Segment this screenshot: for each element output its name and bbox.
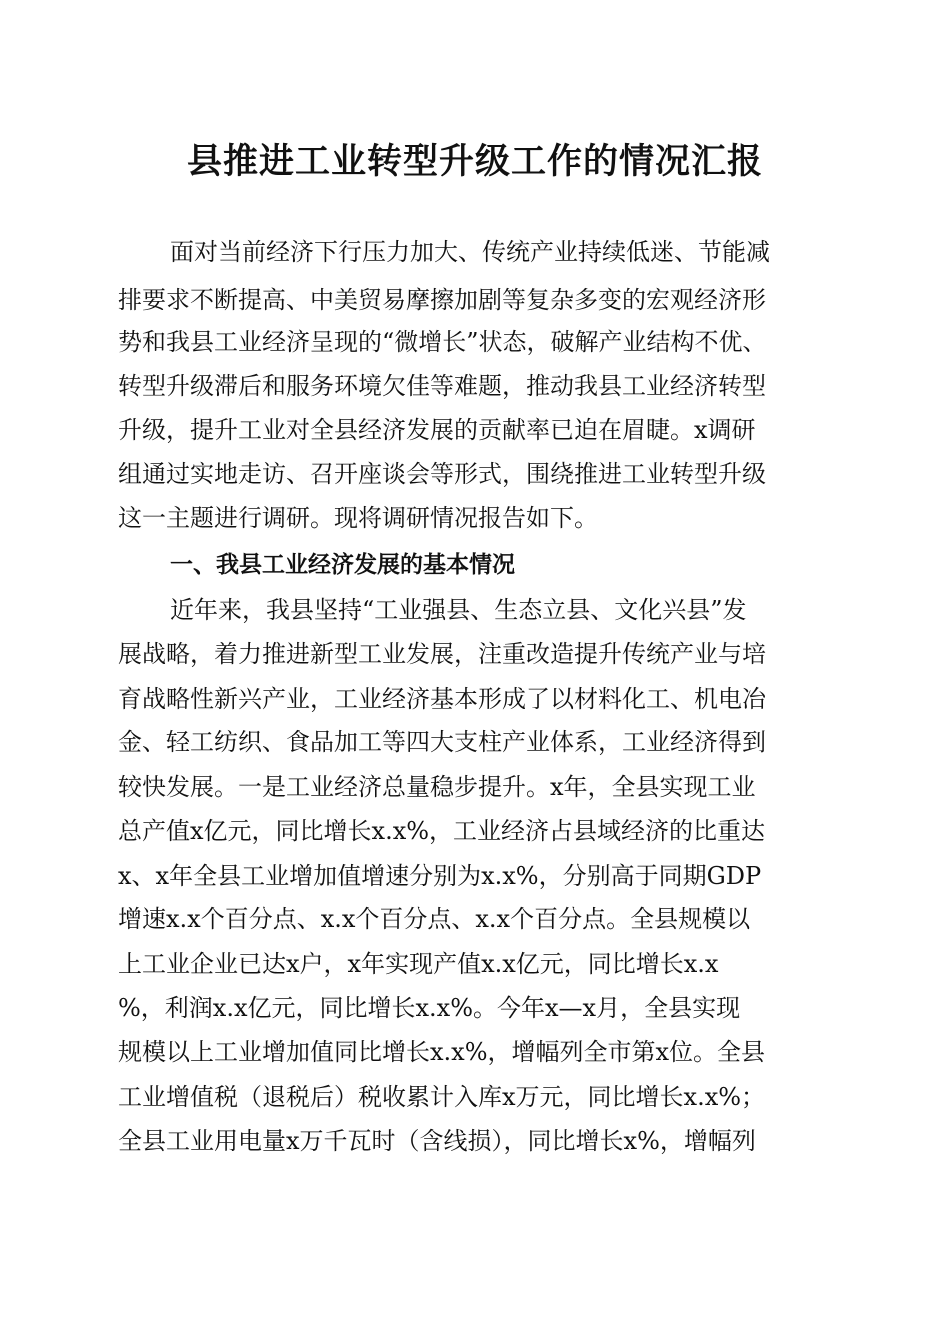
paragraph-2-line: 规模以上工业增加值同比增长x.x%，增幅列全市第x位。全县 (118, 1038, 766, 1066)
paragraph-2-line: 近年来，我县坚持“工业强县、生态立县、文化兴县”发 (170, 596, 747, 624)
paragraph-1-line: 面对当前经济下行压力加大、传统产业持续低迷、节能减 (170, 238, 770, 266)
paragraph-2-line: 工业增值税（退税后）税收累计入库x万元，同比增长x.x%； (118, 1083, 766, 1111)
paragraph-1-line: 升级，提升工业对全县经济发展的贡献率已迫在眉睫。x调研 (118, 416, 756, 444)
paragraph-2-line: 全县工业用电量x万千瓦时（含线损），同比增长x%，增幅列 (118, 1127, 756, 1155)
paragraph-2-line: 育战略性新兴产业，工业经济基本形成了以材料化工、机电冶 (118, 685, 766, 713)
section-heading: 一、我县工业经济发展的基本情况 (170, 552, 515, 578)
paragraph-2-line: 总产值x亿元，同比增长x.x%，工业经济占县域经济的比重达 (118, 817, 766, 845)
paragraph-2-line: 上工业企业已达x户，x年实现产值x.x亿元，同比增长x.x (118, 950, 719, 978)
paragraph-1-line: 转型升级滞后和服务环境欠佳等难题，推动我县工业经济转型 (118, 372, 766, 400)
paragraph-2-line: x、x年全县工业增加值增速分别为x.x%，分别高于同期GDP (118, 862, 762, 890)
paragraph-2-line: 展战略，着力推进新型工业发展，注重改造提升传统产业与培 (118, 640, 766, 668)
paragraph-2-line: %，利润x.x亿元，同比增长x.x%。今年x—x月，全县实现 (118, 994, 741, 1022)
paragraph-2-line: 增速x.x个百分点、x.x个百分点、x.x个百分点。全县规模以 (118, 905, 751, 933)
paragraph-1-line: 这一主题进行调研。现将调研情况报告如下。 (118, 504, 598, 532)
paragraph-1-line: 排要求不断提高、中美贸易摩擦加剧等复杂多变的宏观经济形 (118, 286, 766, 314)
paragraph-1-line: 势和我县工业经济呈现的“微增长”状态，破解产业结构不优、 (118, 328, 767, 356)
paragraph-2-line: 较快发展。一是工业经济总量稳步提升。x年，全县实现工业 (118, 773, 756, 801)
paragraph-1-line: 组通过实地走访、召开座谈会等形式，围绕推进工业转型升级 (118, 460, 766, 488)
document-title: 县推进工业转型升级工作的情况汇报 (186, 141, 763, 182)
paragraph-2-line: 金、轻工纺织、食品加工等四大支柱产业体系，工业经济得到 (118, 728, 766, 756)
